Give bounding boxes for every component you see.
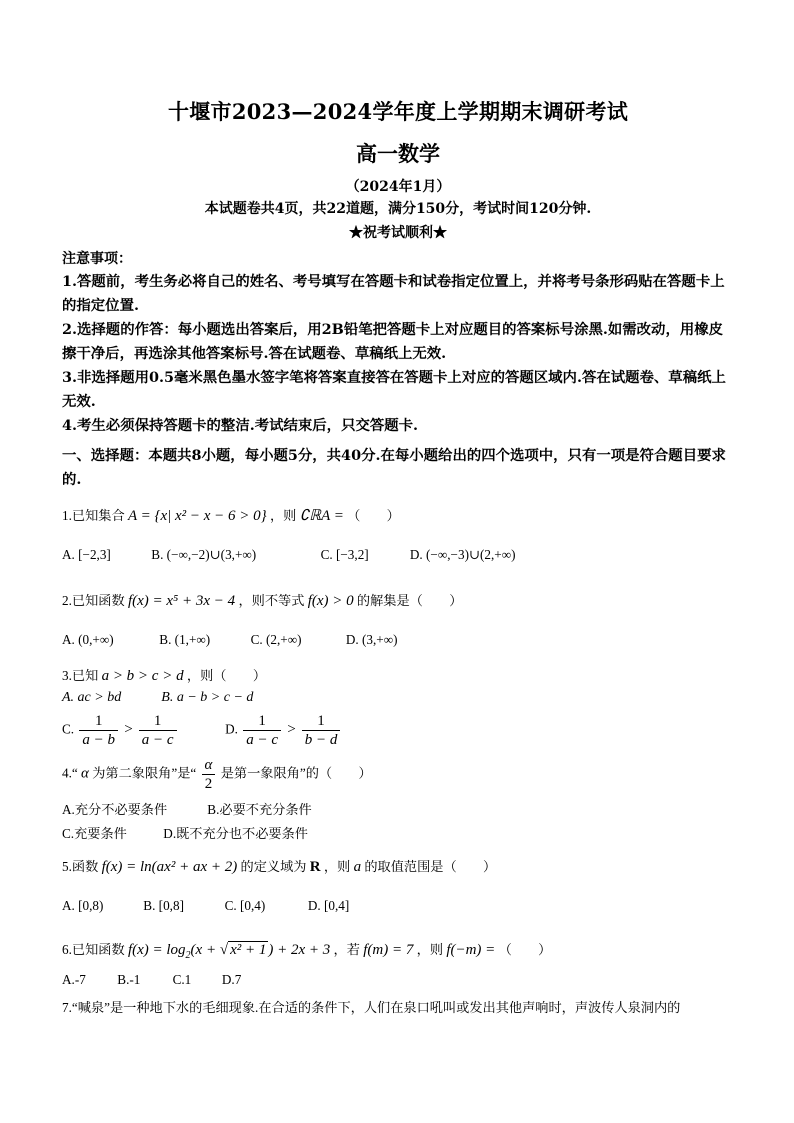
q4-alpha: α <box>81 765 89 782</box>
q5-option-b: B. [0,8] <box>143 898 184 913</box>
q4-mid1: 为第二象限角”是“ <box>92 765 197 781</box>
q3-cond: a > b > c > d <box>101 668 184 684</box>
question-7: 7.“喊泉”是一种地下水的毛细现象.在合适的条件下，人们在泉口吼叫或发出其他声响时，声波传人泉洞内的 <box>62 1000 681 1015</box>
q3-option-b: B. a − b > c − d <box>161 690 254 705</box>
q5-func: f(x) = ln(ax² + ax + 2) <box>101 859 238 875</box>
q5-R: R <box>309 859 321 875</box>
q3-prefix: 3.已知 <box>62 668 99 683</box>
notice-item: 2.选择题的作答：每小题选出答案后，用2B铅笔把答题卡上对应题目的答案标号涂黑.如需改动，用橡皮擦干净后，再选涂其他答案标号.答在试题卷、草稿纸上无效. <box>62 321 724 362</box>
q1-option-b: B. (−∞,−2)∪(3,+∞) <box>151 547 257 562</box>
q3-option-d-label: D. <box>225 721 238 737</box>
q1-option-a: A. [−2,3] <box>62 547 111 562</box>
q4-option-c: C.充要条件 <box>62 826 127 841</box>
q4-option-a: A.充分不必要条件 <box>62 802 168 817</box>
q1-prefix: 1.已知集合 <box>62 508 125 523</box>
q5-option-a: A. [0,8) <box>62 898 104 913</box>
exam-date: （2024年1月） <box>345 179 451 195</box>
q6-option-d: D.7 <box>221 972 242 987</box>
q3-options-cd <box>62 712 342 749</box>
exam-info: 本试题卷共4页，共22道题，满分150分，考试时间120分钟. <box>204 201 592 217</box>
exam-subject: 高一数学 <box>356 141 440 166</box>
q5-prefix: 5.函数 <box>62 859 99 874</box>
q2-mid: ，则不等式 <box>238 593 305 608</box>
q6-suffix: （ ） <box>498 942 552 957</box>
q5-option-d: D. [0,4] <box>307 898 350 913</box>
q3-option-d-gt: > <box>286 721 297 738</box>
q2-suffix: 的解集是（ ） <box>356 593 463 608</box>
q3-option-c-gt: > <box>123 721 134 738</box>
q3-option-a: A. ac > bd <box>62 690 122 705</box>
q1-suffix: （ ） <box>347 508 400 523</box>
q4-option-b: B.必要不充分条件 <box>207 802 312 817</box>
q3-option-c-label: C. <box>62 721 75 737</box>
q2-options <box>62 632 398 648</box>
notice-list <box>62 270 734 438</box>
question-2 <box>62 590 462 610</box>
q2-option-a: A. (0,+∞) <box>62 632 114 647</box>
q4-options-cd <box>62 823 308 842</box>
q3-suffix: ，则（ ） <box>186 668 267 683</box>
q1-options <box>62 547 516 563</box>
q3-option-d-right: $\frac{1}{b - d}$ <box>302 712 341 749</box>
q4-mid2: 是第一象限角”的（ ） <box>220 765 372 781</box>
q6-prefix: 6.已知函数 <box>62 942 125 957</box>
q6-option-c: C.1 <box>172 972 192 987</box>
q5-mid: 的定义域为 <box>240 859 307 874</box>
q2-prefix: 2.已知函数 <box>62 593 125 608</box>
section-heading: 一、选择题：本题共8小题，每小题5分，共40分.在每小题给出的四个选项中，只有一项是符合题目要求的. <box>62 447 726 488</box>
q1-option-c: C. [−3,2] <box>320 547 369 562</box>
q2-ineq: f(x) > 0 <box>307 593 354 609</box>
q4-options-ab <box>62 799 312 818</box>
notice-item: 3.非选择题用0.5毫米黑色墨水签字笔将答案直接答在答题卡上对应的答题区域内.答在试题卷、草稿纸上无效. <box>62 369 726 410</box>
question-6 <box>62 939 551 961</box>
q6-option-b: B.-1 <box>117 972 141 987</box>
q6-option-a: A.-7 <box>62 972 86 987</box>
q6-mid: ，若 <box>333 942 360 957</box>
q4-fraction: $\frac{\alpha}{2}$ <box>202 756 216 793</box>
question-1 <box>62 505 400 525</box>
q2-option-d: D. (3,+∞) <box>345 632 398 647</box>
q6-func: $f(x) = \log_2(x$ + √ x² + 1 ) + 2x + 3 <box>127 942 331 961</box>
q5-option-c: C. [0,4) <box>224 898 266 913</box>
q3-option-c-left: $\frac{1}{a - b}$ <box>79 712 118 749</box>
q1-mid: ，则 <box>269 508 297 523</box>
exam-wish: ★祝考试顺利★ <box>349 225 447 241</box>
q6-mid2: ，则 <box>416 942 444 957</box>
notice-heading: 注意事项： <box>62 251 132 267</box>
q5-suffix: 的取值范围是（ ） <box>364 859 497 874</box>
q3-option-d-left: $\frac{1}{a - c}$ <box>243 712 281 749</box>
q6-ask: f(−m) = <box>446 942 496 958</box>
question-4 <box>62 756 372 793</box>
q3-options-ab <box>62 689 253 706</box>
q6-cond: f(m) = 7 <box>363 942 414 958</box>
q3-option-c-right: $\frac{1}{a - c}$ <box>139 712 177 749</box>
q5-mid2: ，则 <box>323 859 351 874</box>
notice-item: 1.答题前，考生务必将自己的姓名、考号填写在答题卡和试卷指定位置上，并将考号条形码贴在答题卡上的指定位置. <box>62 273 725 314</box>
q4-prefix: 4.“ <box>62 765 78 781</box>
q2-func: f(x) = x⁵ + 3x − 4 <box>127 593 236 609</box>
notice-item: 4.考生必须保持答题卡的整洁.考试结束后，只交答题卡. <box>62 417 419 434</box>
q6-options <box>62 972 241 988</box>
q4-option-d: D.既不充分也不必要条件 <box>163 826 308 841</box>
exam-title: 十堰市2023—2024学年度上学期期末调研考试 <box>167 99 629 124</box>
q1-option-d: D. (−∞,−3)∪(2,+∞) <box>409 547 516 562</box>
q5-a: a <box>353 859 362 875</box>
q2-option-c: C. (2,+∞) <box>250 632 302 647</box>
q5-options <box>62 898 349 914</box>
q1-expr: ∁ℝA = <box>299 508 344 524</box>
question-5 <box>62 856 496 876</box>
q1-set: A = {x| x² − x − 6 > 0} <box>127 508 267 524</box>
question-3 <box>62 665 266 685</box>
q2-option-b: B. (1,+∞) <box>159 632 211 647</box>
